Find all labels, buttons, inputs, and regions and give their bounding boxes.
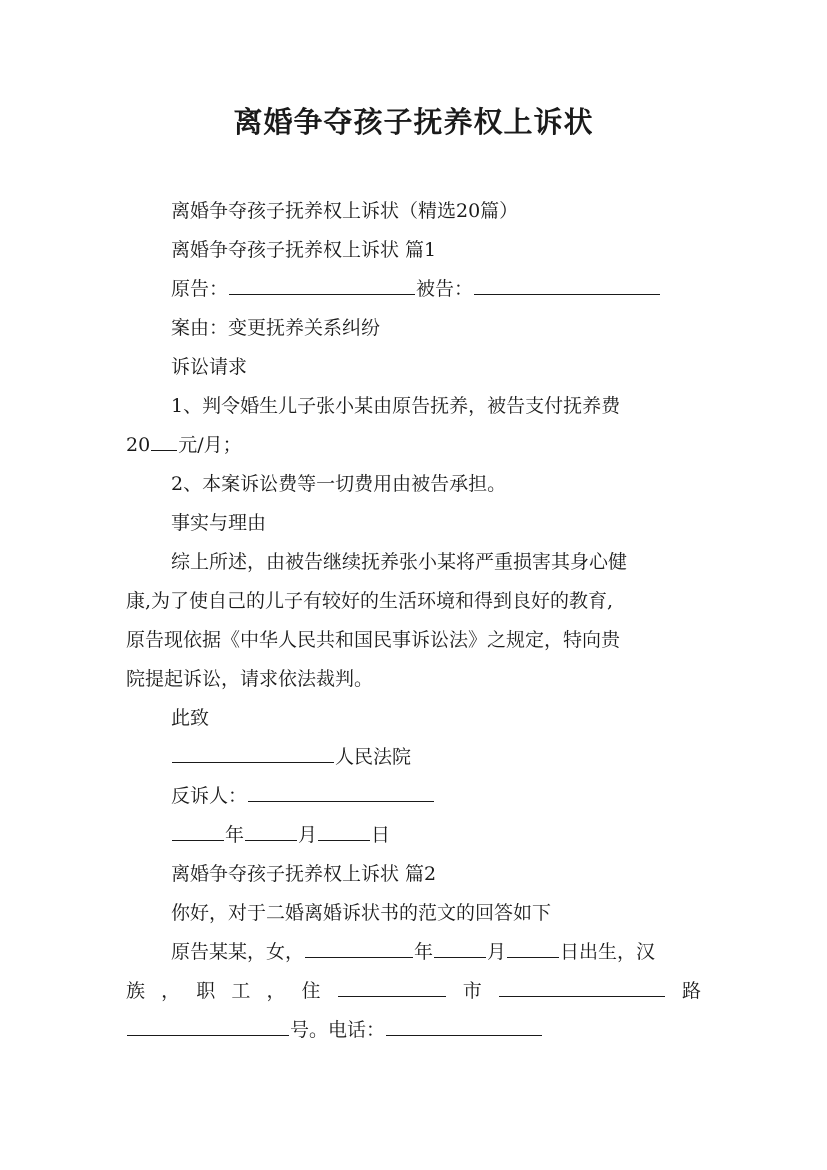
claim1-amount-unit: 元/月； [178,434,242,456]
p2-occupation-char2: 工 [231,980,251,1002]
p2-line1 [126,933,701,972]
p2-number-blank [127,1034,289,1036]
court-suffix: 人民法院 [335,746,412,768]
p2-road-blank [499,995,665,997]
claims-heading: 诉讼请求 [171,356,248,378]
year-label: 年 [225,824,245,846]
p2-birth-year-blank [305,956,413,958]
p2-day-label: 日出生，汉 [560,941,656,963]
p2-city-label: 市 [462,980,482,1002]
court-line [126,738,701,777]
defendant-blank [474,293,660,295]
p2-birth-day-blank [507,956,559,958]
facts-heading: 事实与理由 [171,512,267,534]
p2-line3 [126,1011,701,1050]
parties-line [126,270,701,309]
month-label: 月 [298,824,318,846]
year-blank [172,839,224,841]
date-line [126,816,701,855]
claim1-line2 [126,426,701,465]
counter-claimant-line [126,777,701,816]
p2-city-blank [338,995,446,997]
document-title: 离婚争夺孩子抚养权上诉状 [233,105,594,139]
p2-comma-2: ， [266,980,286,1002]
claim1-amount-prefix: 20 [126,434,151,456]
p2-birth-month-blank [434,956,486,958]
section1-heading: 离婚争夺孩子抚养权上诉状 篇1 [171,239,437,261]
facts-line3: 原告现依据《中华人民共和国民事诉讼法》之规定，特向贵 [126,629,621,651]
cause-line: 案由：变更抚养关系纠纷 [171,317,381,339]
court-blank [172,761,334,763]
p2-phone-blank [386,1034,542,1036]
facts-line2: 康,为了使自己的儿子有较好的生活环境和得到良好的教育, [126,590,614,612]
p2-occupation-char1: 职 [196,980,216,1002]
plaintiff-label: 原告： [171,278,229,300]
p2-comma-1: ， [161,980,181,1002]
counter-label: 反诉人： [171,785,248,807]
day-label: 日 [371,824,391,846]
day-blank [318,839,370,841]
counter-blank [248,800,434,802]
salutation: 此致 [171,707,210,729]
p2-line2 [126,972,701,1011]
facts-line1: 综上所述，由被告继续抚养张小某将严重损害其身心健 [171,551,628,573]
month-blank [245,839,297,841]
section2-heading: 离婚争夺孩子抚养权上诉状 篇2 [171,863,437,885]
p2-ethnicity-end: 族 [126,980,146,1002]
plaintiff-blank [229,293,415,295]
defendant-label: 被告： [416,278,474,300]
claim2-line: 2、本案诉讼费等一切费用由被告承担。 [171,473,507,495]
reply-line: 你好，对于二婚离婚诉状书的范文的回答如下 [171,902,552,924]
p2-plaintiff-label: 原告某某，女， [171,941,305,963]
facts-line4: 院提起诉讼，请求依法裁判。 [126,668,374,690]
intro-line: 离婚争夺孩子抚养权上诉状（精选20篇） [171,200,519,222]
claim1-amount-blank [151,449,177,451]
claim1-line1: 1、判令婚生儿子张小某由原告抚养，被告支付抚养费 [171,395,621,417]
p2-month-label: 月 [487,941,507,963]
p2-residence-label: 住 [301,980,321,1002]
p2-year-label: 年 [414,941,434,963]
p2-phone-label: 号。电话： [290,1019,386,1041]
p2-road-label: 路 [681,980,701,1002]
